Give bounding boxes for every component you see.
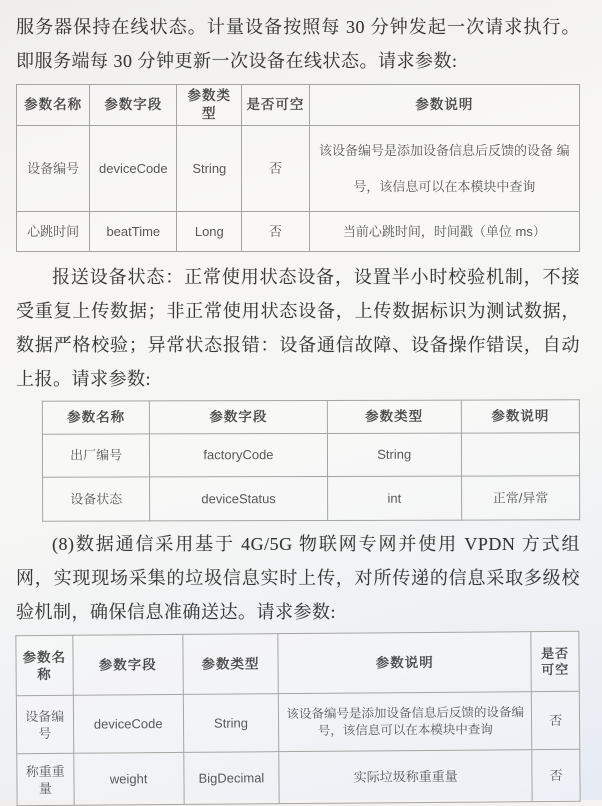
paragraph-device-status: 报送设备状态：正常使用状态设备，设置半小时校验机制，不接受重复上传数据；非正常使用状态设备，上传数据标识为测试数据，数据严格校验；异常状态报错：设备通信故障、设备操作错误，自动上报。请求参数: xyxy=(16,267,580,389)
paragraph-data-communication: (8)数据通信采用基于 4G/5G 物联网专网并使用 VPDN 方式组网，实现现场采集的垃圾信息实时上传，对所传递的信息采取多级校验机制，确保信息准确送达。请求参数: xyxy=(16,534,580,622)
cell-nullable: 否 xyxy=(242,212,310,252)
column-header-param-desc: 参数说明 xyxy=(309,85,579,126)
cell-param-name: 设备编号 xyxy=(16,695,73,753)
column-header-param-type: 参数类型 xyxy=(183,634,279,695)
cell-param-type: BigDecimal xyxy=(184,752,280,805)
heartbeat-request-params-table xyxy=(16,84,580,252)
cell-param-desc: 该设备编号是添加设备信息后反馈的设备 编号，该信息可以在本模块中查询 xyxy=(309,126,579,212)
column-header-param-name: 参数名称 xyxy=(42,401,149,434)
table-row-weight xyxy=(17,749,580,805)
column-header-param-type: 参数类型 xyxy=(327,400,461,433)
cell-param-name: 心跳时间 xyxy=(17,212,90,252)
cell-param-field: deviceCode xyxy=(90,126,177,212)
cell-param-field: factoryCode xyxy=(150,433,327,476)
table-header-row xyxy=(42,400,579,434)
column-header-param-desc: 参数说明 xyxy=(461,400,579,433)
cell-param-desc: 该设备编号是添加设备信息后反馈的设备编号，该信息可以在本模块中查询 xyxy=(278,692,532,752)
cell-param-desc: 实际垃圾称重重量 xyxy=(279,750,533,804)
cell-param-name: 称重重量 xyxy=(17,753,74,805)
cell-param-type: Long xyxy=(177,212,242,252)
cell-param-type: String xyxy=(177,126,242,212)
table-row-device-status xyxy=(43,476,580,521)
cell-param-field: weight xyxy=(73,752,184,805)
table-row-device-code xyxy=(17,126,580,212)
cell-param-desc xyxy=(461,433,579,476)
cell-param-type: int xyxy=(327,476,461,520)
cell-param-name: 设备状态 xyxy=(43,477,151,521)
column-header-param-field: 参数字段 xyxy=(150,400,327,433)
cell-nullable: 否 xyxy=(242,126,310,212)
cell-param-type: String xyxy=(327,433,461,476)
cell-param-name: 设备编号 xyxy=(17,126,90,212)
cell-nullable: 否 xyxy=(532,691,580,749)
cell-param-desc: 当前心跳时间，时间戳（单位 ms） xyxy=(309,212,579,252)
table-header-row xyxy=(17,85,580,126)
table-row-beat-time xyxy=(17,212,580,252)
table-row-device-code xyxy=(16,691,579,753)
column-header-param-type: 参数类型 xyxy=(177,85,242,126)
column-header-param-name: 参数名称 xyxy=(17,85,90,126)
cell-param-field: beatTime xyxy=(90,212,177,252)
column-header-nullable: 是否可空 xyxy=(531,631,579,691)
data-upload-params-table xyxy=(15,631,580,806)
device-status-params-table xyxy=(42,399,580,521)
column-header-param-field: 参数字段 xyxy=(72,634,183,695)
table-row-factory-code xyxy=(42,433,579,477)
column-header-nullable: 是否可空 xyxy=(242,85,310,126)
column-header-param-name: 参数名称 xyxy=(16,635,73,695)
cell-param-field: deviceStatus xyxy=(150,476,327,520)
cell-param-desc: 正常/异常 xyxy=(461,476,579,520)
cell-param-type: String xyxy=(183,694,279,753)
paragraph-heartbeat-intro: 服务器保持在线状态。计量设备按照每 30 分钟发起一次请求执行。即服务端每 30 分钟更新一次设备在线状态。请求参数: xyxy=(16,17,580,71)
column-header-param-desc: 参数说明 xyxy=(278,632,532,694)
cell-nullable: 否 xyxy=(532,749,580,801)
table-header-row xyxy=(16,631,579,695)
cell-param-name: 出厂编号 xyxy=(42,434,150,477)
column-header-param-field: 参数字段 xyxy=(90,85,177,126)
cell-param-field: deviceCode xyxy=(73,694,184,753)
